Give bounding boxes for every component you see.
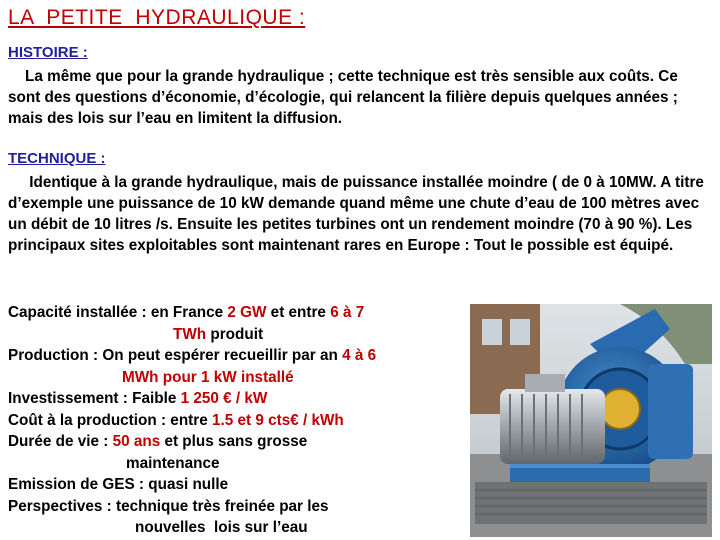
page-title: LA PETITE HYDRAULIQUE :: [8, 6, 306, 29]
capacity-unit: TWh: [173, 325, 207, 343]
production-range-value: 4 à 6: [342, 347, 377, 364]
production-line: [8, 345, 468, 367]
technique-heading: TECHNIQUE :: [8, 150, 106, 167]
production-label: Production : On peut espérer recueillir par an: [8, 347, 343, 364]
investment-label: Investissement : Faible: [8, 390, 181, 407]
capacity-suffix: produit: [206, 325, 264, 343]
investment-value: 1 250 € / kW: [180, 390, 268, 407]
technique-paragraph: Identique à la grande hydraulique, mais de puissance installée moindre ( de 0 à 10MW. A titre d’exemple une puissance de 10 kW demande quand même une chute d’eau de 100 mètres avec un débit de 10 litres /s. Ensuite les petites turbines ont un rendement moindre (70 à 90 %). Les principaux sites exploitables sont maintenant rares en Europe : Tout le possible est équipé.: [8, 174, 709, 254]
lifetime-line: [8, 431, 468, 453]
production-line-2: [8, 367, 468, 389]
turbine-photo: [470, 304, 712, 537]
capacity-france-value: 2 GW: [227, 304, 267, 321]
generator-body: [500, 389, 605, 464]
history-paragraph: La même que pour la grande hydraulique ; cette technique est très sensible aux coûts. Ce sont des questions d’économie, d’écologie, qui relancent la filière depuis quelques années ; mais des lois sur l’eau en limitent la diffusion.: [8, 68, 683, 127]
lifetime-suffix: et plus sans grosse: [160, 433, 308, 450]
capacity-connector: et entre: [266, 304, 331, 321]
terminal-box: [525, 374, 565, 392]
window-icon: [510, 319, 530, 345]
investment-line: [8, 388, 468, 410]
capacity-line-2: [8, 324, 468, 346]
cost-line: [8, 410, 468, 432]
window-icon: [482, 319, 502, 345]
capacity-range-value: 6 à 7: [330, 304, 365, 321]
governor-ring: [600, 389, 640, 429]
grating-base: [475, 482, 707, 524]
history-heading: HISTOIRE :: [8, 44, 88, 61]
key-figures: [8, 302, 468, 539]
cost-value: 1.5 et 9 cts€ / kWh: [211, 411, 344, 429]
capacity-line: [8, 302, 468, 324]
lifetime-label: Durée de vie :: [8, 433, 113, 450]
perspectives-line: Perspectives : technique très freinée par les: [8, 497, 329, 515]
skid-highlight: [510, 464, 650, 468]
lifetime-value: 50 ans: [112, 433, 161, 450]
emission-line: Emission de GES : quasi nulle: [8, 476, 229, 493]
cost-label: Coût à la production : entre: [8, 411, 212, 429]
production-unit: MWh pour 1 kW installé: [122, 368, 294, 386]
lifetime-line-2: maintenance: [126, 454, 220, 472]
capacity-label: Capacité installée : en France: [8, 304, 228, 321]
outlet-flange: [648, 364, 693, 459]
perspectives-line-2: nouvelles lois sur l’eau: [135, 519, 308, 536]
